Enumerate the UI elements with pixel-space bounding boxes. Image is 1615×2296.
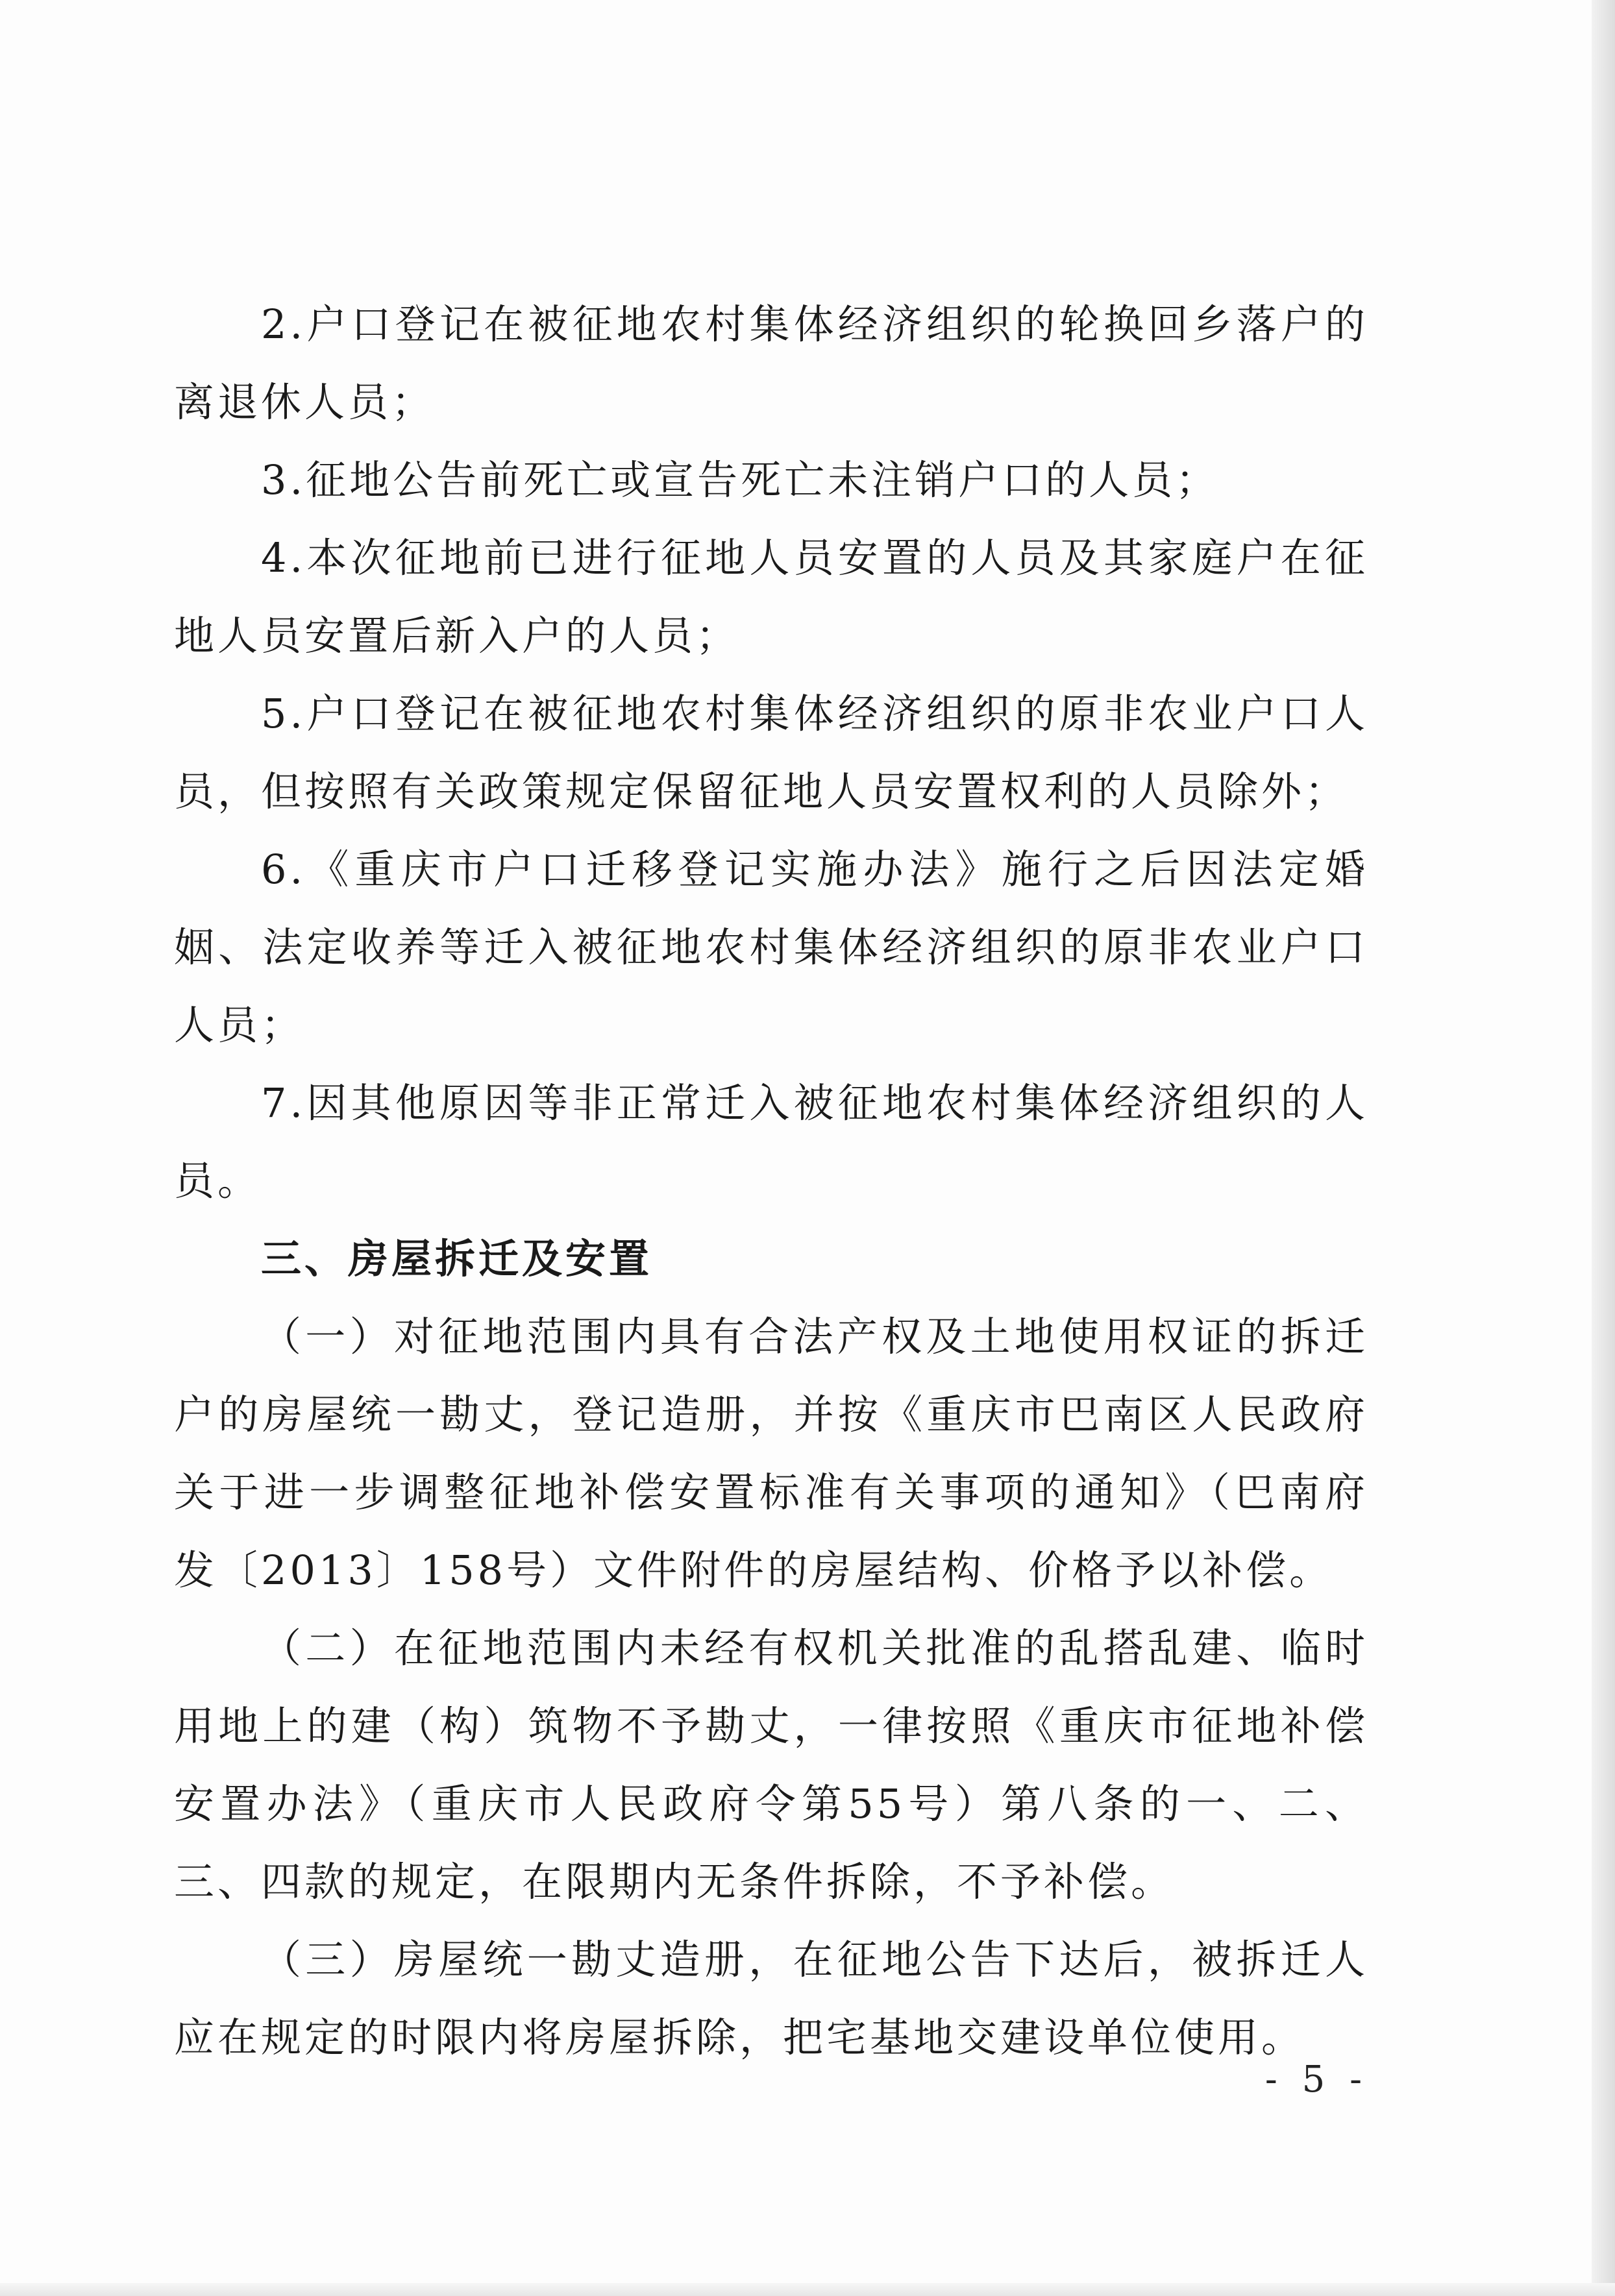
document-body	[174, 286, 1368, 2077]
paragraph-clause-1: （一）对征地范围内具有合法产权及土地使用权证的拆迁户的房屋统一勘丈，登记造册，并按《重庆市巴南区人民政府关于进一步调整征地补偿安置标准有关事项的通知》（巴南府发〔2013〕158号）文件附件的房屋结构、价格予以补偿。	[174, 1313, 1368, 1594]
page-bottom-edge	[0, 2283, 1615, 2296]
page-number: - 5 -	[1264, 2058, 1368, 2101]
page-edge-shadow	[1592, 0, 1615, 2296]
section-heading-housing: 三、房屋拆迁及安置	[261, 1235, 653, 1282]
paragraph-item-2: 2.户口登记在被征地农村集体经济组织的轮换回乡落户的离退休人员；	[174, 300, 1368, 426]
paragraph-item-5: 5.户口登记在被征地农村集体经济组织的原非农业户口人员，但按照有关政策规定保留征地人员安置权利的人员除外；	[174, 690, 1368, 815]
paragraph-item-7: 7.因其他原因等非正常迁入被征地农村集体经济组织的人员。	[174, 1079, 1368, 1204]
paragraph-clause-3: （三）房屋统一勘丈造册，在征地公告下达后，被拆迁人应在规定的时限内将房屋拆除，把宅基地交建设单位使用。	[174, 1936, 1368, 2061]
paragraph-item-6: 6.《重庆市户口迁移登记实施办法》施行之后因法定婚姻、法定收养等迁入被征地农村集体经济组织的原非农业户口人员；	[174, 846, 1368, 1049]
paragraph-item-4: 4.本次征地前已进行征地人员安置的人员及其家庭户在征地人员安置后新入户的人员；	[174, 534, 1368, 659]
paragraph-clause-2: （二）在征地范围内未经有权机关批准的乱搭乱建、临时用地上的建（构）筑物不予勘丈，一律按照《重庆市征地补偿安置办法》（重庆市人民政府令第55号）第八条的一、二、三、四款的规定，在限期内无条件拆除，不予补偿。	[174, 1624, 1368, 1905]
paragraph-item-3: 3.征地公告前死亡或宣告死亡未注销户口的人员；	[261, 456, 1220, 504]
